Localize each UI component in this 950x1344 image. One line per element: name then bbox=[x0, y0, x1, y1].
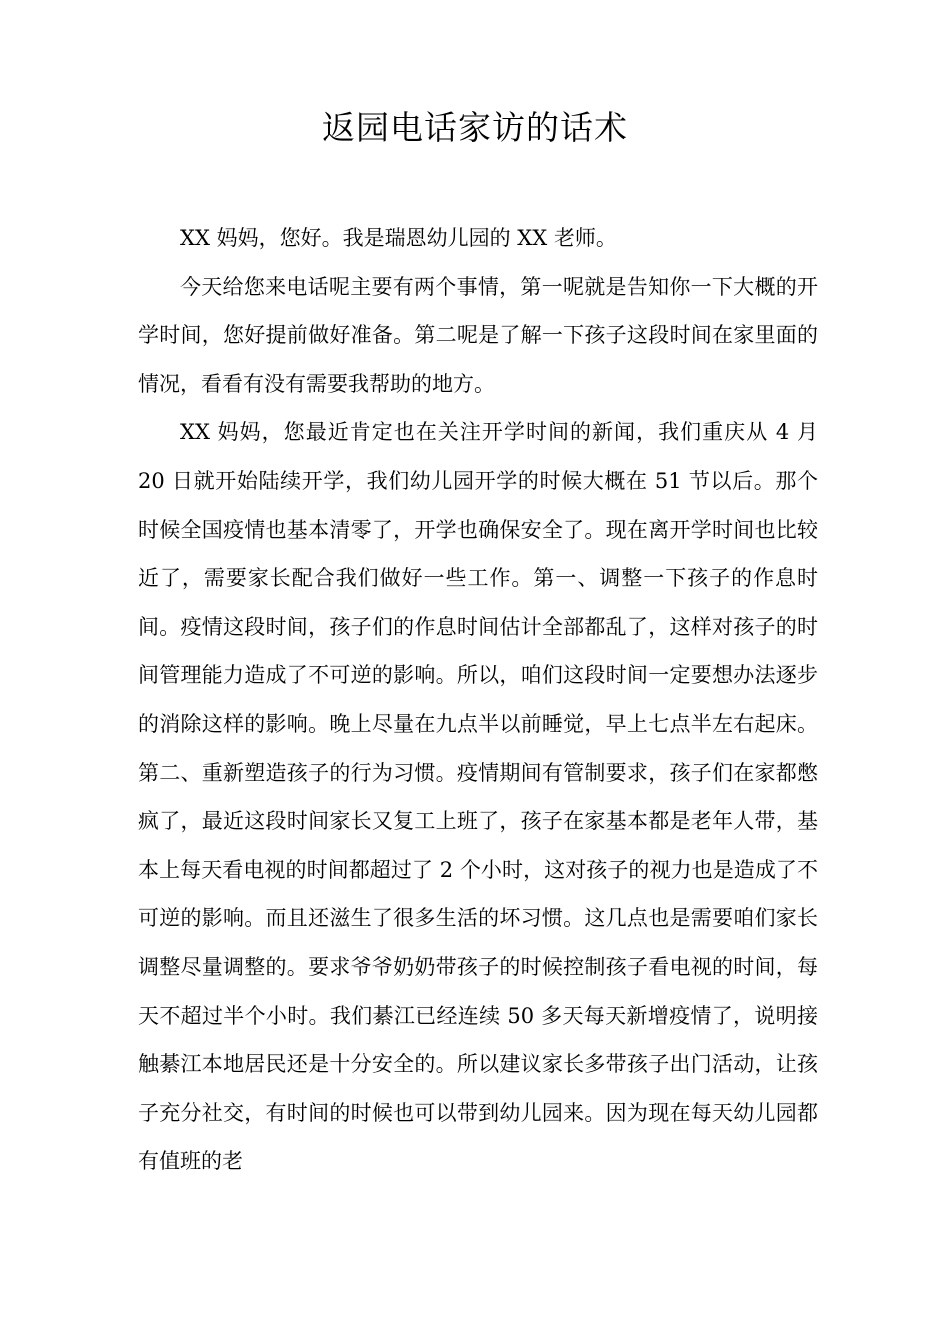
document-body bbox=[138, 214, 818, 1186]
paragraph-greeting: XX 妈妈，您好。我是瑞恩幼儿园的 XX 老师。 bbox=[180, 226, 617, 250]
paragraph-details: XX 妈妈，您最近肯定也在关注开学时间的新闻，我们重庆从 4 月 20 日就开始陆续开学，我们幼儿园开学的时候大概在 51 节以后。那个时候全国疫情也基本清零了，开学也确保安全了。现在离开学时间也比较近了，需要家长配合我们做好一些工作。第一、调整一下孩子的作息时间。疫情这段时间，孩子们的作息时间估计全部都乱了，这样对孩子的时间管理能力造成了不可逆的影响。所以，咱们这段时间一定要想办法逐步的消除这样的影响。晚上尽量在九点半以前睡觉，早上七点半左右起床。第二、重新塑造孩子的行为习惯。疫情期间有管制要求，孩子们在家都憋疯了，最近这段时间家长又复工上班了，孩子在家基本都是老年人带，基本上每天看电视的时间都超过了 2 个小时，这对孩子的视力也是造成了不可逆的影响。而且还滋生了很多生活的坏习惯。这几点也是需要咱们家长调整尽量调整的。要求爷爷奶奶带孩子的时候控制孩子看电视的时间，每天不超过半个小时。我们綦江已经连续 50 多天每天新增疫情了，说明接触綦江本地居民还是十分安全的。所以建议家长多带孩子出门活动，让孩子充分社交，有时间的时候也可以带到幼儿园来。因为现在每天幼儿园都有值班的老 bbox=[138, 420, 818, 1174]
document-title: 返园电话家访的话术 bbox=[322, 108, 628, 147]
paragraph-purpose: 今天给您来电话呢主要有两个事情，第一呢就是告知你一下大概的开学时间，您好提前做好准备。第二呢是了解一下孩子这段时间在家里面的情况，看看有没有需要我帮助的地方。 bbox=[138, 274, 818, 396]
